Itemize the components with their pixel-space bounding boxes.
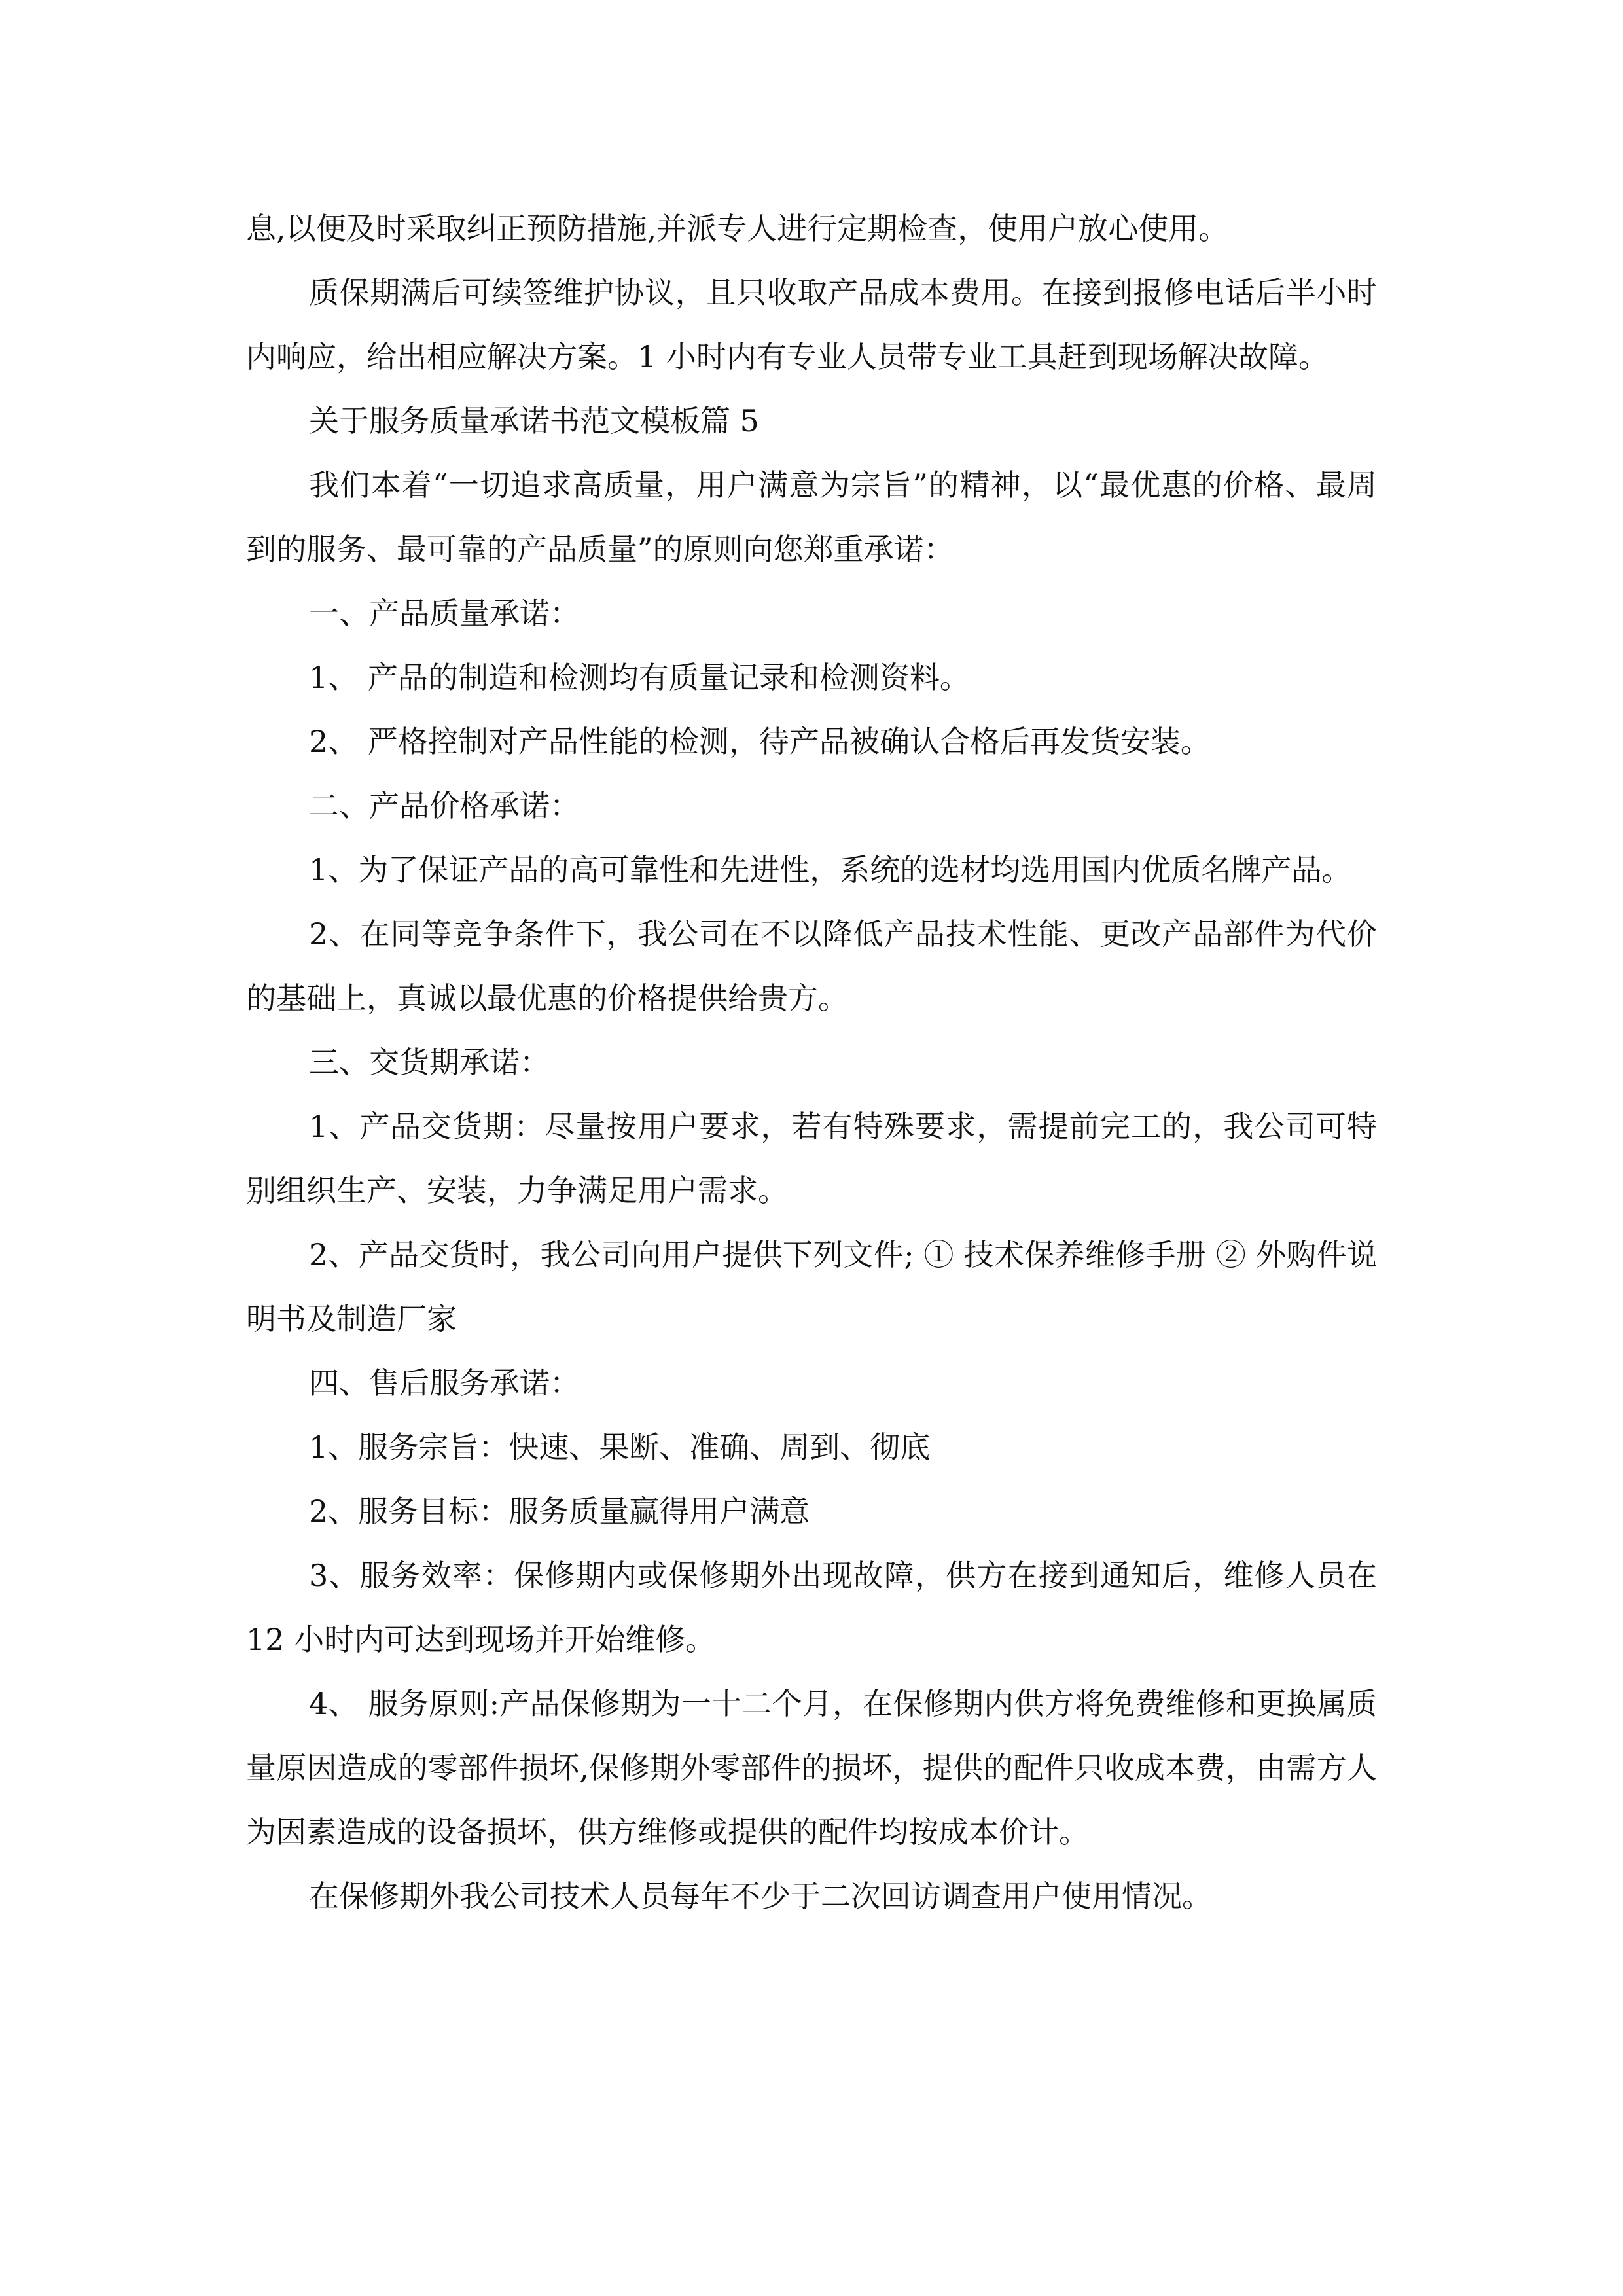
- list-item: 2、服务目标：服务质量赢得用户满意: [309, 1494, 810, 1529]
- list-item: 2、在同等竞争条件下，我公司在不以降低产品技术性能、更改产品部件为代价的基础上，真诚以最优惠的价格提供给贵方。: [246, 916, 1377, 1016]
- paragraph: 在保修期外我公司技术人员每年不少于二次回访调查用户使用情况。: [309, 1878, 1212, 1914]
- section-heading: 四、售后服务承诺：: [309, 1365, 580, 1401]
- list-item: 1、产品交货期：尽量按用户要求，若有特殊要求，需提前完工的，我公司可特别组织生产、安装，力争满足用户需求。: [246, 1109, 1377, 1208]
- section-title: 关于服务质量承诺书范文模板篇 5: [309, 403, 759, 439]
- list-item: 1、 产品的制造和检测均有质量记录和检测资料。: [309, 660, 970, 695]
- document-body: [246, 196, 1377, 1928]
- list-item: 3、服务效率：保修期内或保修期外出现故障，供方在接到通知后，维修人员在 12 小时内可达到现场并开始维修。: [246, 1558, 1377, 1657]
- list-item: 2、 严格控制对产品性能的检测，待产品被确认合格后再发货安装。: [309, 724, 1211, 759]
- list-item: 1、服务宗旨：快速、果断、准确、周到、彻底: [309, 1429, 931, 1465]
- paragraph: 质保期满后可续签维护协议，且只收取产品成本费用。在接到报修电话后半小时内响应，给出相应解决方案。1 小时内有专业人员带专业工具赶到现场解决故障。: [246, 275, 1377, 374]
- paragraph: 息,以便及时采取纠正预防措施,并派专人进行定期检查，使用户放心使用。: [246, 211, 1229, 246]
- list-item: 4、 服务原则:产品保修期为一十二个月，在保修期内供方将免费维修和更换属质量原因造成的零部件损坏,保修期外零部件的损坏，提供的配件只收成本费，由需方人为因素造成的设备损坏，供方维修或提供的配件均按成本价计。: [246, 1686, 1377, 1850]
- list-item: 2、产品交货时，我公司向用户提供下列文件; ① 技术保养维修手册 ② 外购件说明书及制造厂家: [246, 1237, 1377, 1336]
- section-heading: 三、交货期承诺：: [309, 1045, 550, 1080]
- paragraph: 我们本着“一切追求高质量，用户满意为宗旨”的精神，以“最优惠的价格、最周到的服务、最可靠的产品质量”的原则向您郑重承诺：: [246, 467, 1377, 567]
- section-heading: 一、产品质量承诺：: [309, 596, 580, 631]
- list-item: 1、为了保证产品的高可靠性和先进性，系统的选材均选用国内优质名牌产品。: [309, 852, 1352, 888]
- section-heading: 二、产品价格承诺：: [309, 788, 580, 823]
